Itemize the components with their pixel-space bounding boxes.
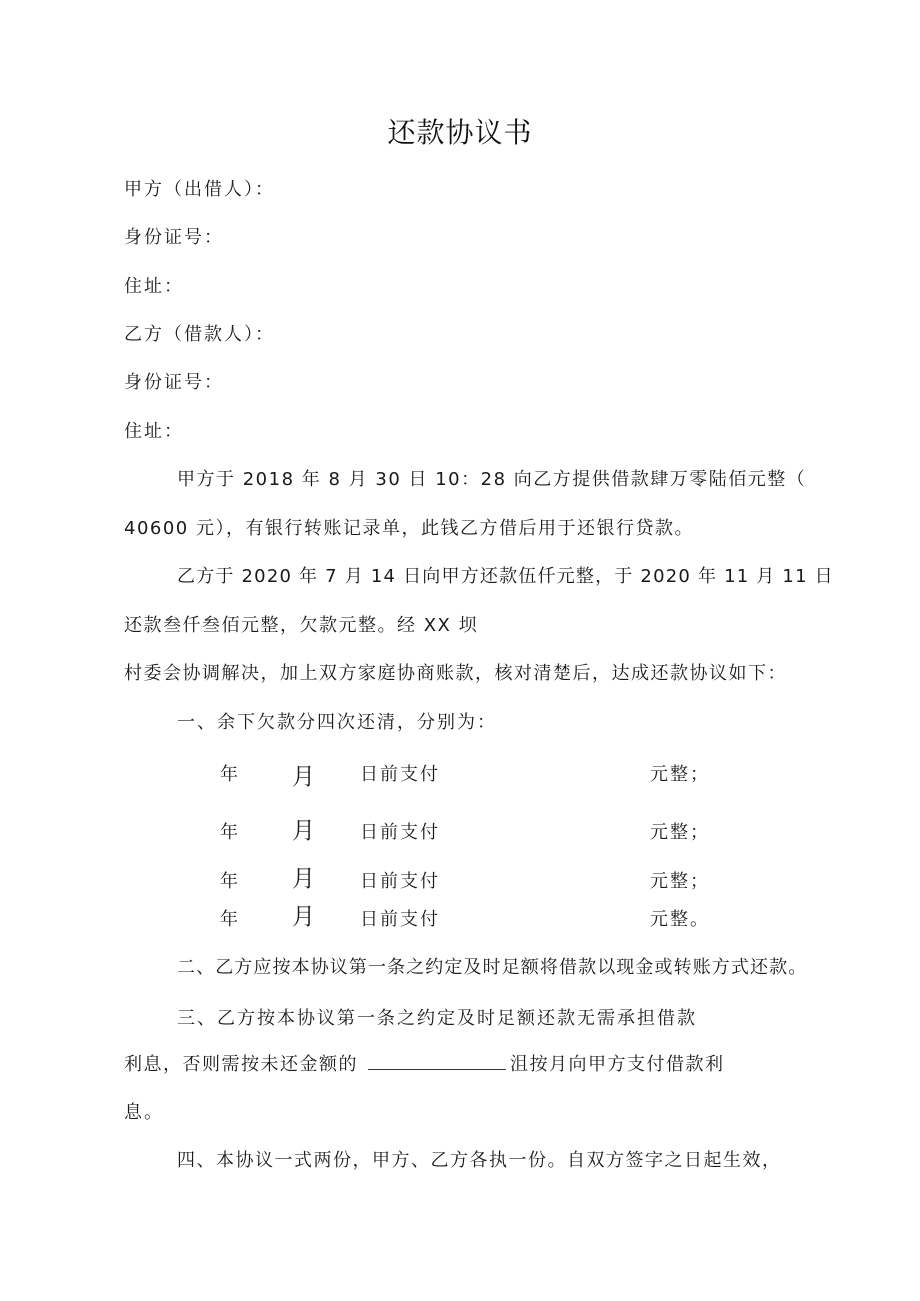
installment-month: 月 xyxy=(292,764,315,790)
interest-rate-blank xyxy=(368,1053,506,1070)
clause-1-heading: 一、余下欠款分四次还清，分别为： xyxy=(177,712,497,733)
installment-year: 年 xyxy=(220,871,240,892)
repayment-paragraph-line-3: 村委会协调解决，加上双方家庭协商账款，核对清楚后，达成还款协议如下： xyxy=(124,663,787,684)
installment-day-text: 日前支付 xyxy=(360,764,440,785)
clause-3-line-2 xyxy=(124,1053,725,1076)
clause-3-line-1: 三、乙方按本协议第一条之约定及时足额还款无需承担借款 xyxy=(177,1008,697,1029)
installment-year: 年 xyxy=(220,909,240,930)
installment-amount-text: 元整； xyxy=(650,822,710,843)
party-b-heading: 乙方（借款人）： xyxy=(124,324,275,345)
installment-day-text: 日前支付 xyxy=(360,822,440,843)
clause-3-line-2-suffix: 沮按月向甲方支付借款利 xyxy=(510,1054,725,1075)
clause-4: 四、本协议一式两份，甲方、乙方各执一份。自双方签字之日起生效， xyxy=(177,1150,782,1171)
party-b-id-label: 身份证号： xyxy=(124,372,224,393)
party-a-heading: 甲方（出借人）： xyxy=(124,179,275,200)
installment-year: 年 xyxy=(220,764,240,785)
clause-2: 二、乙方应按本协议第一条之约定及时足额将借款以现金或转账方式还款。 xyxy=(177,957,808,978)
installment-day-text: 日前支付 xyxy=(360,909,440,930)
installment-month: 月 xyxy=(292,904,315,930)
installment-day-text: 日前支付 xyxy=(360,871,440,892)
clause-3-line-2-prefix: 利息，否则需按未还金额的 xyxy=(124,1054,358,1075)
loan-paragraph-line-1: 甲方于 2018 年 8 月 30 日 10：28 向乙方提供借款肆万零陆佰元整（ xyxy=(177,469,807,490)
installment-amount-text: 元整； xyxy=(650,871,710,892)
party-a-id-label: 身份证号： xyxy=(124,227,224,248)
repayment-paragraph-line-1: 乙方于 2020 年 7 月 14 日向甲方还款伍仟元整，于 2020 年 11 月 11 日 xyxy=(177,566,834,587)
party-b-address-label: 住址： xyxy=(124,421,184,442)
installment-month: 月 xyxy=(292,818,315,844)
loan-paragraph-line-2: 40600 元），有银行转账记录单，此钱乙方借后用于还银行贷款。 xyxy=(124,518,694,539)
installment-amount-text: 元整； xyxy=(650,764,710,785)
installment-month: 月 xyxy=(292,866,315,892)
document-title: 还款协议书 xyxy=(387,116,533,149)
repayment-paragraph-line-2: 还款叁仟叁佰元整，欠款元整。经 XX 坝 xyxy=(124,615,479,636)
installment-amount-text: 元整。 xyxy=(650,909,710,930)
installment-year: 年 xyxy=(220,822,240,843)
clause-3-line-3: 息。 xyxy=(124,1102,164,1123)
party-a-address-label: 住址： xyxy=(124,276,184,297)
